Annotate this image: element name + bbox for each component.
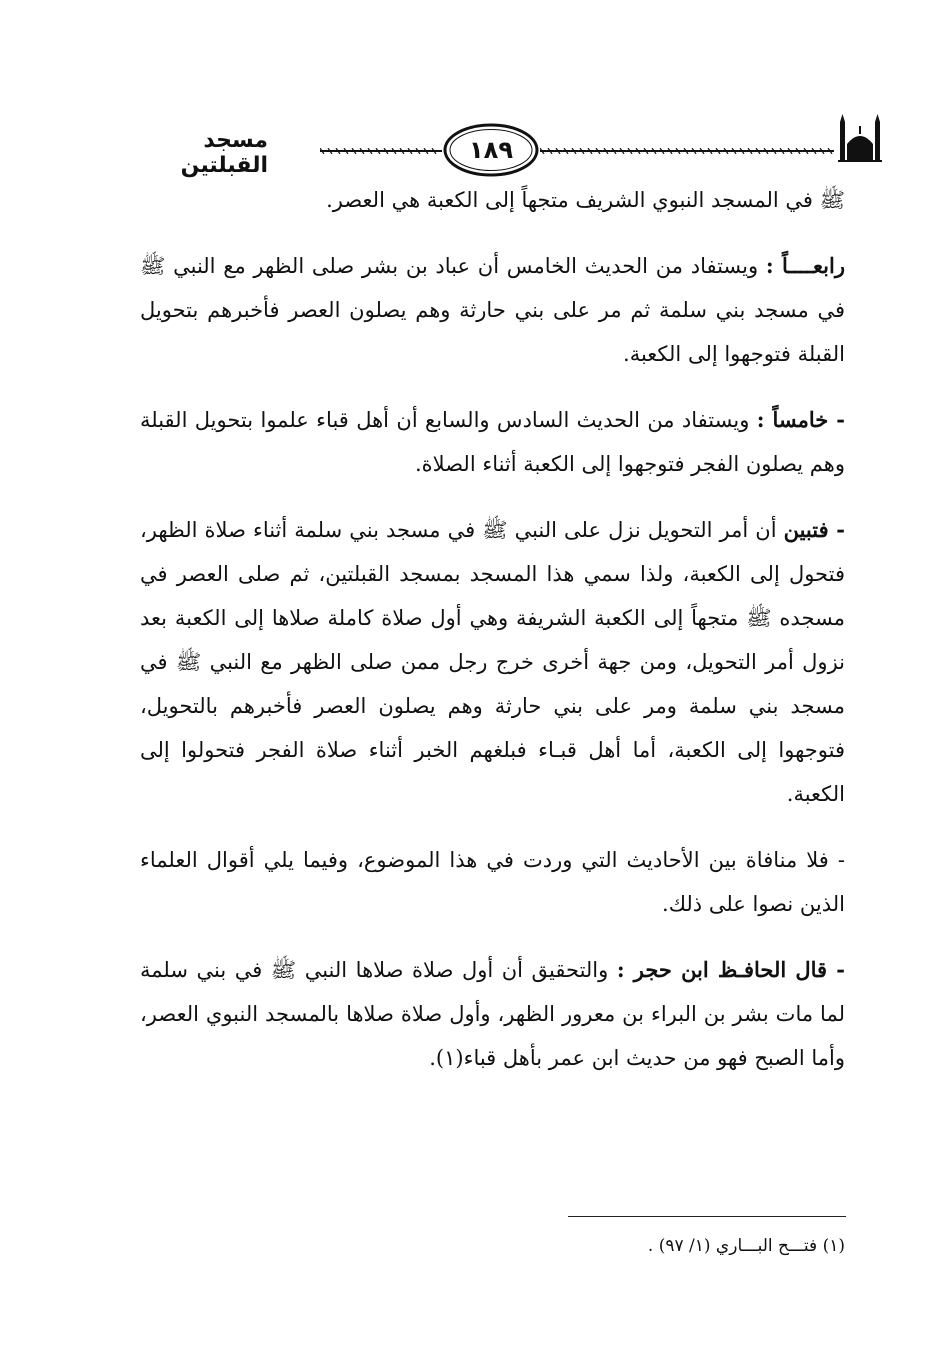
paragraph-ibn-hajar-lead: - قال الحافـظ ابن حجر :	[616, 957, 845, 982]
paragraph-ibn-hajar-text: والتحقيق أن أول صلاة صلاها النبي ﷺ في بني سلمة لما مات بشر بن البراء بن معرور الظهر، وأول صلاة صلاها بالمسجد النبوي العصر، وأما الصبح فهو من حديث ابن عمر بأهل قباء(١).	[140, 958, 845, 1070]
footnote: (١) فتـــح البـــاري (١/ ٩٧) .	[647, 1236, 845, 1256]
paragraph-no-contradiction-text: - فلا منافاة بين الأحاديث التي وردت في هذا الموضوع، وفيما يلي أقوال العلماء الذين نصوا على ذلك.	[140, 848, 845, 916]
paragraph-khamisan-lead: - خامساً :	[756, 407, 845, 432]
page-header	[130, 110, 845, 178]
paragraph-fatabayyan	[140, 508, 845, 816]
header-rope-right	[540, 148, 834, 154]
paragraph-khamisan	[140, 398, 845, 486]
paragraph-1	[140, 178, 845, 222]
mosque-icon	[838, 114, 882, 162]
page-number: ١٨٩	[469, 136, 513, 164]
paragraph-fatabayyan-lead: - فتبين	[783, 517, 846, 542]
header-rope-left	[320, 148, 442, 154]
paragraph-rabian-text: ويستفاد من الحديث الخامس أن عباد بن بشر صلى الظهر مع النبي ﷺ في مسجد بني سلمة ثم مر على بني حارثة وهم يصلون العصر فأخبرهم بتحويل القبلة فتوجهوا إلى الكعبة.	[140, 254, 845, 366]
paragraph-khamisan-text: ويستفاد من الحديث السادس والسابع أن أهل قباء علموا بتحويل القبلة وهم يصلون الفجر فتوجهوا إلى الكعبة أثناء الصلاة.	[140, 408, 845, 476]
paragraph-rabian-lead: رابعــــاً :	[765, 253, 845, 278]
footnote-divider	[568, 1216, 846, 1217]
paragraph-ibn-hajar	[140, 948, 845, 1080]
paragraph-1-text: ﷺ في المسجد النبوي الشريف متجهاً إلى الكعبة هي العصر.	[326, 188, 845, 212]
paragraph-no-contradiction	[140, 838, 845, 926]
paragraph-rabian	[140, 244, 845, 376]
running-title: مسجد القبلتين	[180, 128, 268, 178]
body-text	[140, 178, 845, 1102]
paragraph-fatabayyan-text: أن أمر التحويل نزل على النبي ﷺ في مسجد بني سلمة أثناء صلاة الظهر، فتحول إلى الكعبة، ولذا سمي هذا المسجد بمسجد القبلتين، ثم صلى العصر في مسجده ﷺ متجهاً إلى الكعبة الشريفة وهي أول صلاة كاملة صلاها إلى الكعبة بعد نزول أمر التحويل، ومن جهة أخرى خرج رجل ممن صلى الظهر مع النبي ﷺ في مسجد بني سلمة ومر على بني حارثة وهم يصلون العصر فأخبرهم بالتحويل، فتوجهوا إلى الكعبة، أما أهل قبـاء فبلغهم الخبر أثناء صلاة الفجر فتحولوا إلى الكعبة.	[140, 518, 845, 806]
page-number-frame	[442, 122, 540, 178]
